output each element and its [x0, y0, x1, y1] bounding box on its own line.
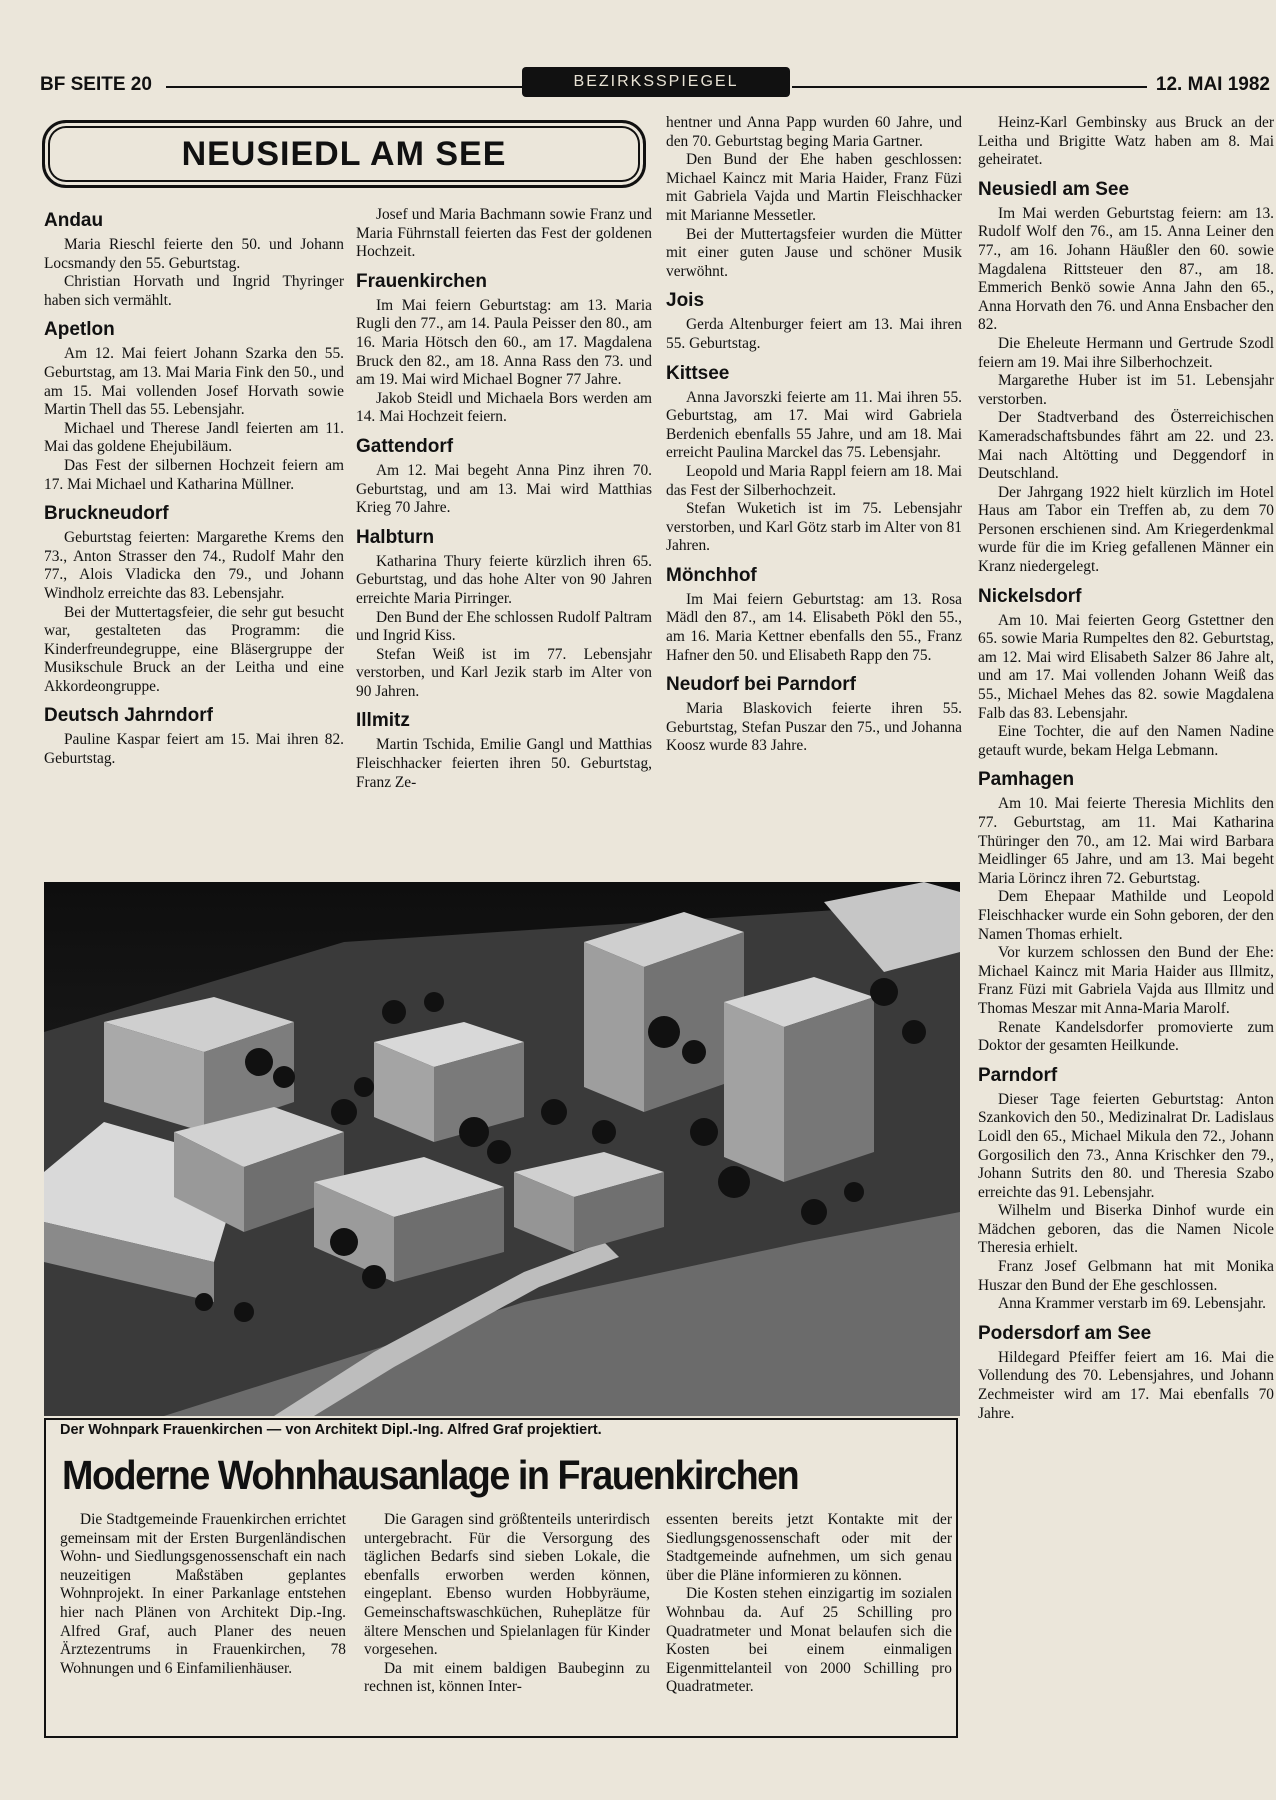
heading-podersdorf: Podersdorf am See	[978, 1322, 1152, 1344]
heading-jois: Jois	[666, 290, 705, 312]
region-title: NEUSIEDL AM SEE	[42, 120, 646, 188]
paragraph: Leopold und Maria Rappl feiern am 18. Mai das Fest der Silberhochzeit.	[666, 462, 962, 499]
paragraph: Margarethe Huber ist im 51. Lebensjahr verstorben.	[978, 372, 1274, 408]
heading-kittsee: Kittsee	[666, 362, 730, 384]
paragraph: Maria Blaskovich feierte ihren 55. Geburtstag, Stefan Puszar den 75., und Johanna Koosz wurde 83 Jahre.	[666, 700, 962, 755]
paragraph: Am 10. Mai feierte Theresia Michlits den 77. Geburtstag, am 11. Mai Katharina Thüringer den 70., am 12. Mai wird Barbara Meidlinger 65 Jahre, und am 13. Mai begeht Maria Lörincz ihren 72. Geburtstag.	[978, 795, 1274, 887]
paragraph: Die Eheleute Hermann und Gertrude Szodl feiern am 19. Mai ihre Silberhochzeit.	[978, 334, 1274, 371]
column-3	[666, 114, 962, 756]
paragraph: Das Fest der silbernen Hochzeit feiern am 17. Mai Michael und Katharina Müllner.	[44, 456, 344, 493]
paragraph: essenten bereits jetzt Kontakte mit der Siedlungsgenossenschaft oder mit der Stadtgemeinde aufnehmen, um sich genau über die Pläne informieren zu können.	[666, 1511, 952, 1584]
paragraph: Am 12. Mai begeht Anna Pinz ihren 70. Geburtstag, und am 13. Mai wird Matthias Krieg 70 Jahre.	[356, 461, 652, 517]
paragraph: Am 10. Mai feierten Georg Gstettner den 65. sowie Maria Rumpeltes den 82. Geburtstag, am 12. Mai wird Elisabeth Salzer 86 Jahre alt, und am 17. Mai vollenden Johann Weiß das 55., Michael Mehes das 82. sowie Magdalena Falb das 83. Lebensjahr.	[978, 611, 1274, 722]
paragraph: Stefan Wuketich ist im 75. Lebensjahr verstorben, und Karl Götz starb im Alter von 81 Jahren.	[666, 500, 962, 555]
paragraph: Die Garagen sind größtenteils unterirdisch untergebracht. Für die Versorgung des täglichen Bedarfs sind sieben Lokale, die ebenfalls erworben werden können, eingeplant. Ebenso wurden Hobbyräume, Gemeinschaftswaschküchen, Ruheplätze für ältere Menschen und Spielanlagen für Kinder vorgesehen.	[364, 1511, 650, 1659]
paragraph: Dieser Tage feierten Geburtstag: Anton Szankovich den 50., Medizinalrat Dr. Ladislaus Loidl den 65., Michael Mikula den 72., Johann Gorgosilich den 73., Anna Krischker den 79., Johann Sutrits den 80. und Theresia Szabo erreichte das 91. Lebensjahr.	[978, 1090, 1274, 1201]
paragraph: Die Kosten stehen einzigartig im sozialen Wohnbau da. Auf 25 Schilling pro Quadratmeter und Monat belaufen sich die Kosten bei einem einmaligen Eigenmittelanteil von 2000 Schilling pro Quadratmeter.	[666, 1585, 952, 1696]
paragraph: Pauline Kaspar feiert am 15. Mai ihren 82. Geburtstag.	[44, 731, 344, 768]
architecture-model-photo	[44, 882, 960, 1416]
column-2	[356, 206, 652, 792]
heading-halbturn: Halbturn	[356, 526, 435, 548]
column-1	[44, 210, 344, 769]
feature-column-1	[60, 1511, 346, 1678]
paragraph: Martin Tschida, Emilie Gangl und Matthias Fleischhacker feierten ihren 50. Geburtstag, Franz Ze-	[356, 736, 652, 791]
paragraph: Eine Tochter, die auf den Namen Nadine getauft wurde, bekam Helga Lebmann.	[978, 723, 1274, 759]
paragraph: hentner und Anna Papp wurden 60 Jahre, und den 70. Geburtstag beging Maria Gartner.	[666, 114, 962, 150]
heading-pamhagen: Pamhagen	[978, 769, 1075, 791]
paragraph: Heinz-Karl Gembinsky aus Bruck an der Leitha und Brigitte Watz haben am 8. Mai geheiratet.	[978, 114, 1274, 169]
issue-date: 12. MAI 1982	[1155, 74, 1270, 95]
heading-nickelsdorf: Nickelsdorf	[978, 585, 1082, 607]
photo-caption: Der Wohnpark Frauenkirchen — von Architekt Dipl.-Ing. Alfred Graf projektiert.	[60, 1422, 602, 1438]
paragraph: Bei der Muttertagsfeier wurden die Mütter mit einer guten Jause und schöner Musik verwöhnt.	[666, 225, 962, 280]
paragraph: Katharina Thury feierte kürzlich ihren 65. Geburtstag, und das hohe Alter von 90 Jahren erreichte Maria Pirringer.	[356, 552, 652, 607]
heading-neudorf: Neudorf bei Parndorf	[666, 674, 857, 696]
paragraph: Wilhelm und Biserka Dinhof wurde ein Mädchen geboren, das die Namen Nicole Theresia erhielt.	[978, 1202, 1274, 1257]
paragraph: Josef und Maria Bachmann sowie Franz und Maria Führnstall feierten das Fest der goldenen Hochzeit.	[356, 206, 652, 261]
paragraph: Der Stadtverband des Österreichischen Kameradschaftsbundes fährt am 22. und 23. Mai nach Altötting und Deggendorf in Deutschland.	[978, 409, 1274, 483]
paragraph: Michael und Therese Jandl feierten am 11. Mai das goldene Ehejubiläum.	[44, 419, 344, 456]
heading-illmitz: Illmitz	[356, 710, 410, 732]
heading-deutsch-jahrndorf: Deutsch Jahrndorf	[44, 705, 213, 727]
feature-column-3	[666, 1511, 952, 1697]
heading-neusiedl: Neusiedl am See	[978, 178, 1130, 200]
paragraph: Jakob Steidl und Michaela Bors werden am 14. Mai Hochzeit feiern.	[356, 389, 652, 426]
paragraph: Renate Kandelsdorfer promovierte zum Doktor der gesamten Heilkunde.	[978, 1018, 1274, 1055]
paragraph: Bei der Muttertagsfeier, die sehr gut besucht war, gestalteten das Programm: die Kinderfreundegruppe, eine Bläsergruppe der Musikschule Bruck an der Leitha und eine Akkordeongruppe.	[44, 603, 344, 695]
paragraph: Gerda Altenburger feiert am 13. Mai ihren 55. Geburtstag.	[666, 316, 962, 352]
paragraph: Anna Krammer verstarb im 69. Lebensjahr.	[998, 1295, 1266, 1313]
paragraph: Im Mai werden Geburtstag feiern: am 13. Rudolf Wolf den 76., am 15. Anna Leiner den 77., am 16. Johann Häußler den 60. sowie Magdalena Rittsteuer den 87., am 18. Emmerich Benkö sowie Anna Jahn den 65., Anna Horvath den 76. und Anna Ensbacher den 82.	[978, 204, 1274, 334]
paragraph: Am 12. Mai feiert Johann Szarka den 55. Geburtstag, am 13. Mai Maria Fink den 50., und am 15. Mai vollenden Josef Horvath sowie Martin Thell das 55. Lebensjahr.	[44, 345, 344, 419]
paragraph: Hildegard Pfeiffer feiert am 16. Mai die Vollendung des 70. Lebensjahres, und Johann Zechmeister wird am 17. Mai ebenfalls 70 Jahre.	[978, 1348, 1274, 1422]
paragraph: Der Jahrgang 1922 hielt kürzlich im Hotel Haus am Tabor ein Treffen ab, zu dem 70 Personen erschienen sind. Am Kriegerdenkmal wurde für die im Krieg gefallenen Männer ein Kranz niedergelegt.	[978, 483, 1274, 576]
heading-andau: Andau	[44, 210, 104, 231]
paragraph: Franz Josef Gelbmann hat mit Monika Huszar den Bund der Ehe geschlossen.	[978, 1258, 1274, 1294]
header-rule-right	[792, 86, 1147, 88]
paragraph: Da mit einem baldigen Baubeginn zu rechnen ist, können Inter-	[364, 1659, 650, 1696]
heading-parndorf: Parndorf	[978, 1064, 1058, 1086]
paragraph: Geburtstag feierten: Margarethe Krems den 73., Anton Strasser den 74., Rudolf Mahr den 77., Alois Vladicka den 79., und Johann Windholz erreichte das 83. Lebensjahr.	[44, 529, 344, 602]
paragraph: Christian Horvath und Ingrid Thyringer haben sich vermählt.	[44, 273, 344, 309]
heading-apetlon: Apetlon	[44, 319, 115, 341]
paragraph: Den Bund der Ehe haben geschlossen: Michael Kaincz mit Maria Haider, Franz Füzi mit Gabriela Vajda und Martin Fleischhacker mit Marianne Messetler.	[666, 151, 962, 224]
paragraph: Den Bund der Ehe schlossen Rudolf Paltram und Ingrid Kiss.	[356, 608, 652, 645]
feature-headline: Moderne Wohnhausanlage in Frauenkirchen	[62, 1452, 799, 1498]
heading-frauenkirchen: Frauenkirchen	[356, 270, 487, 292]
paragraph: Anna Javorszki feierte am 11. Mai ihren 55. Geburtstag, am 17. Mai wird Gabriela Berdenich ebenfalls 55 Jahre, und am 18. Mai erreicht Paulina Marckel das 75. Lebensjahr.	[666, 388, 962, 462]
paragraph: Im Mai feiern Geburtstag: am 13. Rosa Mädl den 87., am 14. Elisabeth Pökl den 55., am 16. Maria Kettner ebenfalls den 55., Franz Hafner den 50. und Elisabeth Rapp den 75.	[666, 590, 962, 664]
heading-gattendorf: Gattendorf	[356, 435, 454, 457]
heading-moenchhof: Mönchhof	[666, 564, 757, 586]
paragraph: Stefan Weiß ist im 77. Lebensjahr verstorben, und Karl Jezik starb im Alter von 90 Jahren.	[356, 645, 652, 700]
paragraph: Vor kurzem schlossen den Bund der Ehe: Michael Kaincz mit Maria Haider aus Illmitz, Franz Füzi mit Gabriela Vajda aus Illmitz und Thomas Meszar mit Anna-Maria Marolf.	[978, 944, 1274, 1017]
heading-bruckneudorf: Bruckneudorf	[44, 503, 169, 525]
paragraph: Die Stadtgemeinde Frauenkirchen errichtet gemeinsam mit der Ersten Burgenländischen Wohn- und Siedlungsgenossenschaft ein nach neuzeitigen Maßstäben geplantes Wohnprojekt. In einer Parkanlage entstehen hier nach Plänen von Architekt Dip.-Ing. Alfred Graf, auch Planer des neuen Ärztezentrums in Frauenkirchen, 78 Wohnungen und 6 Einfamilienhäuser.	[60, 1511, 346, 1677]
paragraph: Maria Rieschl feierte den 50. und Johann Locsmandy den 55. Geburtstag.	[44, 236, 344, 272]
page-label: BF SEITE 20	[40, 74, 152, 95]
section-label: BEZIRKSSPIEGEL	[522, 67, 790, 97]
header-rule-left	[166, 86, 522, 88]
column-4	[978, 114, 1274, 1423]
feature-column-2	[364, 1511, 650, 1697]
paragraph: Im Mai feiern Geburtstag: am 13. Maria Rugli den 77., am 14. Paula Peisser den 80., am 16. Maria Hötsch den 60., am 17. Magdalena Bruck den 82., am 18. Anna Rass den 73. und am 19. Mai wird Michael Bogner 77 Jahre.	[356, 296, 652, 389]
paragraph: Dem Ehepaar Mathilde und Leopold Fleischhacker wurde ein Sohn geboren, der den Namen Thomas erhielt.	[978, 888, 1274, 943]
